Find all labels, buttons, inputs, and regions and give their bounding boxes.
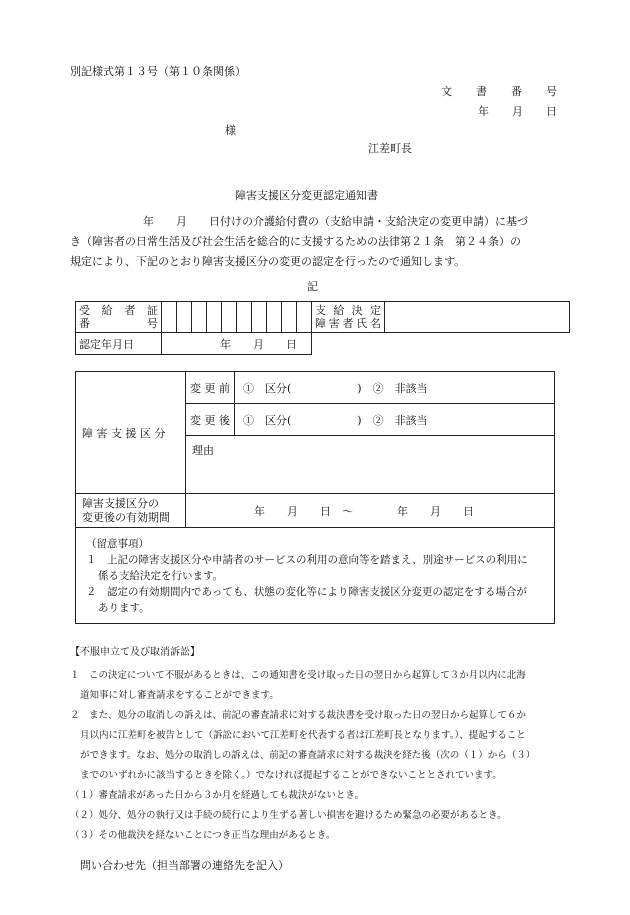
doc-no-char: 書 <box>476 85 487 98</box>
recipient-info-table <box>75 301 570 355</box>
appeal-p2-cont-3: までのいずれかに該当するときを除く。）でなければ提起することができないこととされています。 <box>80 770 502 781</box>
appeal-heading: 【不服申立て及び取消訴訟】 <box>70 647 200 658</box>
appeal-p2: ２ また、処分の取消しの訴えは、前記の審査請求に対する裁決書を受け取った日の翌日から起算して６か <box>70 710 527 721</box>
sender-name: 江差町長 <box>368 142 412 155</box>
document-title: 障害支援区分変更認定通知書 <box>235 189 378 202</box>
cert-digit-box[interactable] <box>207 302 222 333</box>
date-char: 月 <box>512 105 523 118</box>
note-1-cont: 係る支給決定を行います。 <box>98 570 224 582</box>
notes-title: （留意事項） <box>86 538 149 550</box>
after-label: 変 更 後 <box>186 404 235 436</box>
appeal-case-3: （３）その他裁決を経ないことにつき正当な理由があるとき。 <box>70 830 336 841</box>
cert-digit-box[interactable] <box>237 302 252 333</box>
inquiry-contact: 問い合わせ先（担当部署の連絡先を記入） <box>80 859 289 872</box>
cert-digit-box[interactable] <box>282 302 297 333</box>
after-value[interactable]: ① 区分( ) ② 非該当 <box>235 404 555 436</box>
decision-name-label: 支 給 決 定 障 害 者 氏 名 <box>312 302 385 333</box>
doc-no-char: 番 <box>511 85 522 98</box>
document-number-label <box>441 83 557 99</box>
intro-line-1: 年 月 日付けの介護給付費の（支給申請・支給決定の変更申請）に基づ <box>143 215 528 228</box>
cert-digit-box[interactable] <box>177 302 192 333</box>
cert-date-value[interactable]: 年 月 日 <box>162 333 312 355</box>
appeal-p2-cont-1: 月以内に江差町を被告として（訴訟において江差町を代表する者は江差町長となります。）、提起すること <box>80 730 526 741</box>
intro-line-2: き（障害者の日常生活及び社会生活を総合的に支援するための法律第２１条 第２４条）の <box>70 235 521 248</box>
form-number: 別記様式第１３号（第１０条関係） <box>70 65 246 78</box>
appeal-p1-cont: 道知事に対し審査請求をすることができます。 <box>80 690 279 701</box>
doc-no-char: 号 <box>546 85 557 98</box>
category-label: 障 害 支 援 区 分 <box>76 372 186 494</box>
recipient-name-field[interactable] <box>385 302 570 333</box>
before-label: 変 更 前 <box>186 372 235 404</box>
validity-period-value[interactable]: 年 月 日 ～ 年 月 日 <box>186 494 555 528</box>
intro-line-3: 規定により、下記のとおり障害支援区分の変更の認定を行ったので通知します。 <box>70 255 466 268</box>
cert-digit-box[interactable] <box>162 302 177 333</box>
appeal-case-1: （１）審査請求があった日から３か月を経過しても裁決がないとき。 <box>70 790 365 801</box>
cert-digit-box[interactable] <box>222 302 237 333</box>
reason-field[interactable] <box>186 436 555 494</box>
appeal-case-2: （２）処分、処分の執行又は手続の続行により生ずる著しい損害を避けるため緊急の必要があるとき。 <box>70 810 507 821</box>
date-char: 年 <box>478 105 489 118</box>
notes-box <box>76 528 555 624</box>
appeal-p2-cont-2: ができます。なお、処分の取消しの訴えは、前記の審査請求に対する裁決を経た後（次の（１）から（３） <box>80 750 536 761</box>
date-char: 日 <box>546 105 557 118</box>
cert-digit-box[interactable] <box>267 302 282 333</box>
issue-date-label <box>478 103 557 119</box>
validity-period-label: 障害支援区分の 変更後の有効期間 <box>76 494 186 528</box>
cert-digit-box[interactable] <box>252 302 267 333</box>
note-2-cont: あります。 <box>98 602 150 614</box>
support-category-table <box>75 371 555 624</box>
cert-number-label: 受 給 者 証 番 号 <box>76 302 162 333</box>
appeal-p1: １ この決定について不服があるときは、この通知書を受け取った日の翌日から起算して３か月以内に北海 <box>70 670 526 681</box>
cert-digit-box[interactable] <box>192 302 207 333</box>
note-1: １ 上記の障害支援区分や申請者のサービスの利用の意向等を踏まえ、別途サービスの利用に <box>86 554 528 566</box>
recipient-suffix: 様 <box>225 124 236 137</box>
doc-no-char: 文 <box>441 85 452 98</box>
cert-date-label: 認定年月日 <box>76 333 162 355</box>
cert-digit-box[interactable] <box>297 302 312 333</box>
before-value[interactable]: ① 区分( ) ② 非該当 <box>235 372 555 404</box>
note-2: ２ 認定の有効期間内であっても、状態の変化等により障害支援区分変更の認定をする場合が <box>86 586 527 598</box>
reason-label: 理由 <box>192 444 214 457</box>
ki-marker: 記 <box>307 280 318 293</box>
